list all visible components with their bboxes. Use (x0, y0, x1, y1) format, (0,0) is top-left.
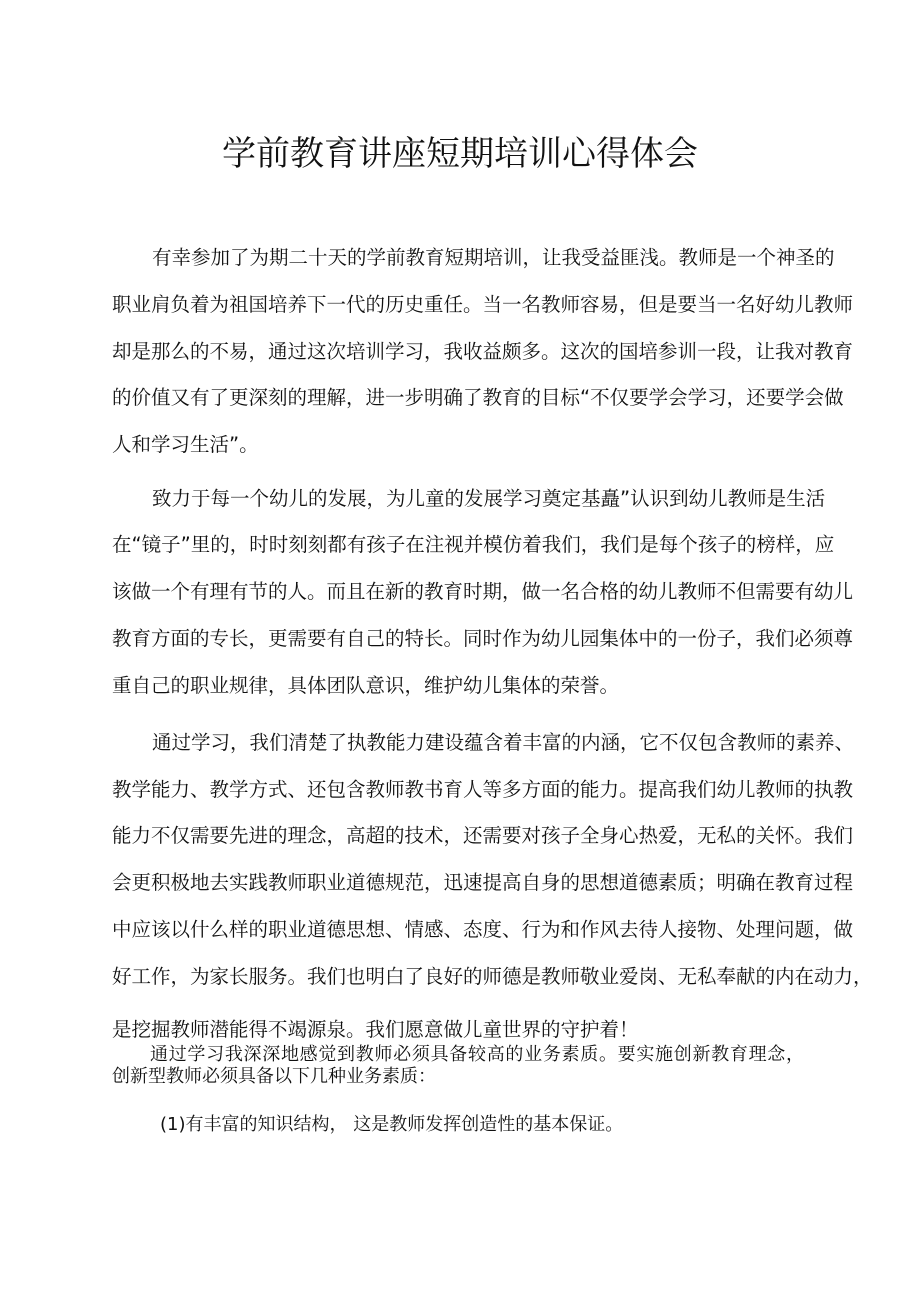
text-line: 有幸参加了为期二十天的学前教育短期培训，让我受益匪浅。教师是一个神圣的 (152, 246, 835, 269)
text-line: 通过学习我深深地感觉到教师必须具备较高的业务素质。要实施创新教育理念， (150, 1044, 804, 1065)
text-line: 该做一个有理有节的人。而且在新的教育时期，做一名合格的幼儿教师不但需要有幼儿 (112, 580, 854, 603)
text-line: 却是那么的不易，通过这次培训学习，我收益颇多。这次的国培参训一段，让我对教育 (112, 340, 854, 363)
text-line: 能力不仅需要先进的理念，高超的技术，还需要对孩子全身心热爱，无私的关怀。我们 (112, 824, 854, 847)
text-line: 是挖掘教师潜能得不竭源泉。我们愿意做儿童世界的守护着！ (112, 1018, 639, 1041)
text-line: 在“镜子”里的，时时刻刻都有孩子在注视并模仿着我们，我们是每个孩子的榜样，应 (112, 533, 835, 556)
list-item: (1)有丰富的知识结构， 这是教师发挥创造性的基本保证。 (160, 1114, 624, 1135)
text-line: 通过学习，我们清楚了执教能力建设蕴含着丰富的内涵，它不仅包含教师的素养、 (152, 731, 855, 754)
text-line: 创新型教师必须具备以下几种业务素质： (112, 1066, 436, 1087)
text-line: 好工作，为家长服务。我们也明白了良好的师德是教师敬业爱岗、无私奉献的内在动力， (112, 965, 873, 988)
text-line: 的价值又有了更深刻的理解，进一步明确了教育的目标“不仅要学会学习，还要学会做 (112, 386, 844, 409)
text-line: 职业肩负着为祖国培养下一代的历史重任。当一名教师容易，但是要当一名好幼儿教师 (112, 293, 854, 316)
text-line: 教学能力、教学方式、还包含教师教书育人等多方面的能力。提高我们幼儿教师的执教 (112, 778, 854, 801)
text-line: 中应该以什么样的职业道德思想、情感、态度、行为和作风去待人接物、处理问题，做 (112, 918, 854, 941)
text-line: 教育方面的专长，更需要有自己的特长。同时作为幼儿园集体中的一份子，我们必须尊 (112, 627, 854, 650)
document-title: 学前教育讲座短期培训心得体会 (222, 134, 698, 174)
text-line: 会更积极地去实践教师职业道德规范，迅速提高自身的思想道德素质；明确在教育过程 (112, 871, 854, 894)
text-line: 致力于每一个幼儿的发展，为儿童的发展学习奠定基矗”认识到幼儿教师是生活 (152, 487, 826, 510)
text-line: 重自己的职业规律，具体团队意识，维护幼儿集体的荣誉。 (112, 674, 620, 697)
text-line: 人和学习生活”。 (112, 433, 259, 456)
